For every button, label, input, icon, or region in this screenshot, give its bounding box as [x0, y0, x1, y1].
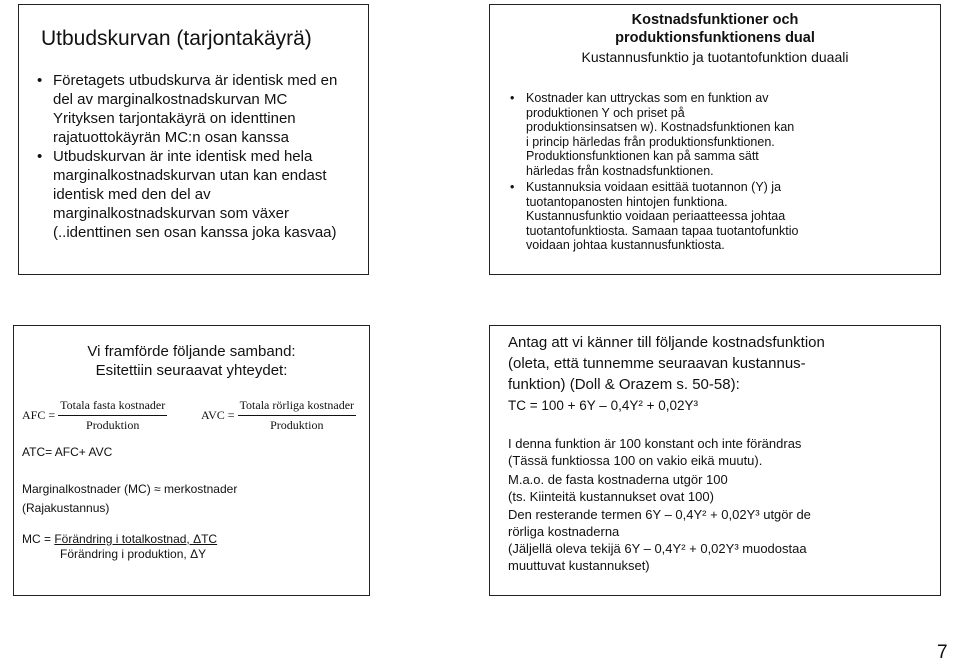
bullet-line: • Utbudskurvan är inte identisk med hela — [53, 148, 313, 165]
text-line: (Tässä funktiossa 100 on vakio eikä muutu). — [508, 452, 763, 468]
bullet-line: produktionsinsatsen w). Kostnadsfunktionen kan — [526, 120, 795, 134]
list-item — [510, 180, 830, 253]
bullet-line: Kustannusfunktio voidaan periaatteessa johtaa — [526, 209, 786, 223]
paragraph-variable-costs — [508, 507, 838, 540]
slide-title: Utbudskurvan (tarjontakäyrä) — [41, 27, 312, 50]
bullet-line: del av marginalkostnadskurvan MC — [53, 91, 288, 108]
text-line: funktion) (Doll & Orazem s. 50-58): — [508, 376, 740, 393]
bullet-line: rajatuottokäyrän MC:n osan kanssa — [53, 129, 289, 146]
list-item — [37, 71, 362, 147]
mc-denominator: Förändring i produktion, ΔY — [60, 547, 207, 561]
text-line: Antag att vi känner till följande kostnadsfunktion — [508, 334, 825, 351]
text-line: (oleta, että tunnemme seuraavan kustannus- — [508, 355, 806, 372]
paragraph-constant — [508, 436, 838, 469]
mc-finnish: (Rajakustannus) — [22, 501, 110, 515]
afc-fraction — [58, 398, 167, 433]
mc-label: MC = — [22, 532, 55, 546]
bullet-line: tuotantopanosten hintojen funktiona. — [526, 194, 728, 209]
afc-label: AFC = — [22, 408, 56, 422]
mc-numerator: Förändring i totalkostnad, ΔTC — [54, 532, 218, 546]
tc-equation: TC = 100 + 6Y – 0,4Y² + 0,02Y³ — [508, 398, 698, 413]
bullet-line: • Kostnader kan uttryckas som en funktion av — [526, 91, 769, 105]
bullet-line: marginalkostnadskurvan utan kan endast — [53, 167, 327, 184]
bullet-line: tuotantofunktiosta. Samaan tapaa tuotantofunktio — [526, 223, 799, 238]
bullet-line: i princip härledas från produktionsfunktionen. — [526, 134, 775, 149]
slide-kostnadsfunktioner — [489, 4, 941, 275]
paragraph-fixed-costs: M.a.o. de fasta kostnaderna utgör 100 — [508, 472, 728, 487]
slide-kostnadsfunktion-exempel — [489, 325, 941, 596]
title-line: produktionsfunktionens dual — [615, 30, 815, 46]
slide-samband — [13, 325, 370, 596]
bullet-line: • Företagets utbudskurva är identisk med en — [53, 72, 338, 89]
avc-numerator: Totala rörliga kostnader — [238, 398, 356, 416]
afc-formula — [22, 398, 167, 433]
bullet-line: Yrityksen tarjontakäyrä on identtinen — [53, 110, 296, 127]
heading-line: Esitettiin seuraavat yhteydet: — [95, 362, 288, 379]
slide-heading — [14, 342, 369, 380]
mc-definition: Marginalkostnader (MC) ≈ merkostnader — [22, 482, 238, 496]
afc-numerator: Totala fasta kostnader — [58, 398, 167, 416]
atc-formula: ATC= AFC+ AVC — [22, 445, 113, 459]
text-line: muuttuvat kustannukset) — [508, 557, 650, 573]
avc-denominator: Produktion — [270, 418, 324, 432]
paragraph-variable-costs-fi — [508, 541, 838, 574]
afc-denominator: Produktion — [86, 418, 140, 432]
slide-subtitle: Kustannusfunktio ja tuotantofunktion duaali — [581, 49, 849, 65]
list-item — [37, 147, 362, 242]
mc-formula — [22, 532, 217, 562]
page-number: 7 — [937, 642, 948, 663]
text-line: (Jäljellä oleva tekijä 6Y – 0,4Y² + 0,02Y³ muodostaa — [508, 541, 807, 556]
slide-utbudskurvan — [18, 4, 369, 275]
bullet-line: voidaan johtaa kustannusfunktiosta. — [526, 238, 725, 252]
heading-line: Vi framförde följande samband: — [87, 343, 296, 360]
avc-label: AVC = — [201, 408, 235, 422]
bullet-line: Produktionsfunktionen kan på samma sätt — [526, 149, 759, 163]
paragraph-fixed-costs-fi: (ts. Kiinteitä kustannukset ovat 100) — [508, 489, 714, 504]
list-item — [510, 91, 830, 178]
bullet-line: produktionen Y och priset på — [526, 105, 685, 120]
text-line: rörliga kostnaderna — [508, 523, 620, 539]
bullet-line: härledas från kostnadsfunktionen. — [526, 163, 714, 178]
bullet-line: identisk med den del av — [53, 186, 211, 203]
avc-fraction — [238, 398, 356, 433]
title-line: Kostnadsfunktioner och — [631, 12, 799, 28]
bullet-list — [510, 91, 830, 253]
bullet-line: marginalkostnadskurvan som växer — [53, 205, 289, 222]
avc-formula — [201, 398, 356, 433]
bullet-line: • Kustannuksia voidaan esittää tuotannon (Y) ja — [526, 180, 782, 194]
intro-text — [508, 332, 928, 395]
bullet-list — [37, 71, 362, 242]
slide-title — [490, 11, 940, 47]
text-line: Den resterande termen 6Y – 0,4Y² + 0,02Y³ utgör de — [508, 507, 811, 522]
text-line: I denna funktion är 100 konstant och inte förändras — [508, 436, 802, 451]
bullet-line: (..identtinen sen osan kanssa joka kasvaa) — [53, 224, 337, 241]
